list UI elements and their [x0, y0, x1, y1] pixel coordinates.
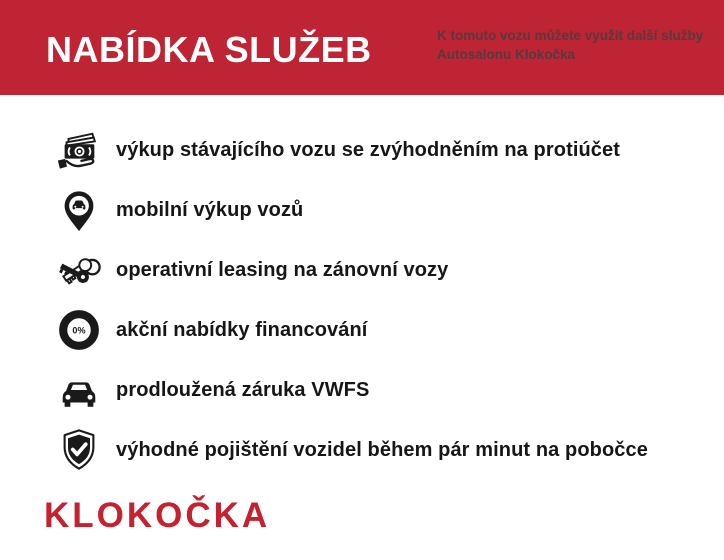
services-list	[0, 120, 724, 480]
zero-percent-icon	[56, 307, 102, 353]
service-label: operativní leasing na zánovní vozy	[116, 258, 449, 281]
service-item-financing	[0, 300, 724, 360]
zero-percent-text: 0%	[72, 325, 86, 336]
car-icon	[56, 367, 102, 413]
header-subtitle	[437, 26, 703, 64]
header-banner	[0, 0, 724, 95]
service-item-trade-in	[0, 120, 724, 180]
keys-icon	[56, 247, 102, 293]
header-subtitle-line2: Autosalonu Klokočka	[437, 47, 576, 62]
shield-check-icon	[56, 427, 102, 473]
service-item-mobile-buyout	[0, 180, 724, 240]
service-item-insurance	[0, 420, 724, 480]
service-label: akční nabídky financování	[116, 318, 368, 341]
page-title: NABÍDKA SLUŽEB	[46, 29, 372, 70]
klokocka-logo: KLOKOČKA	[44, 496, 271, 535]
service-item-warranty	[0, 360, 724, 420]
service-label: prodloužená záruka VWFS	[116, 378, 370, 401]
map-pin-car-icon	[56, 187, 102, 233]
service-label: mobilní výkup vozů	[116, 198, 304, 221]
service-label: výkup stávajícího vozu se zvýhodněním na protiúčet	[116, 138, 621, 161]
service-label: výhodné pojištění vozidel během pár minut na pobočce	[116, 438, 648, 461]
cash-in-hand-icon	[56, 127, 102, 173]
service-item-leasing	[0, 240, 724, 300]
header-subtitle-line1: K tomuto vozu můžete využít další služby	[437, 28, 704, 43]
